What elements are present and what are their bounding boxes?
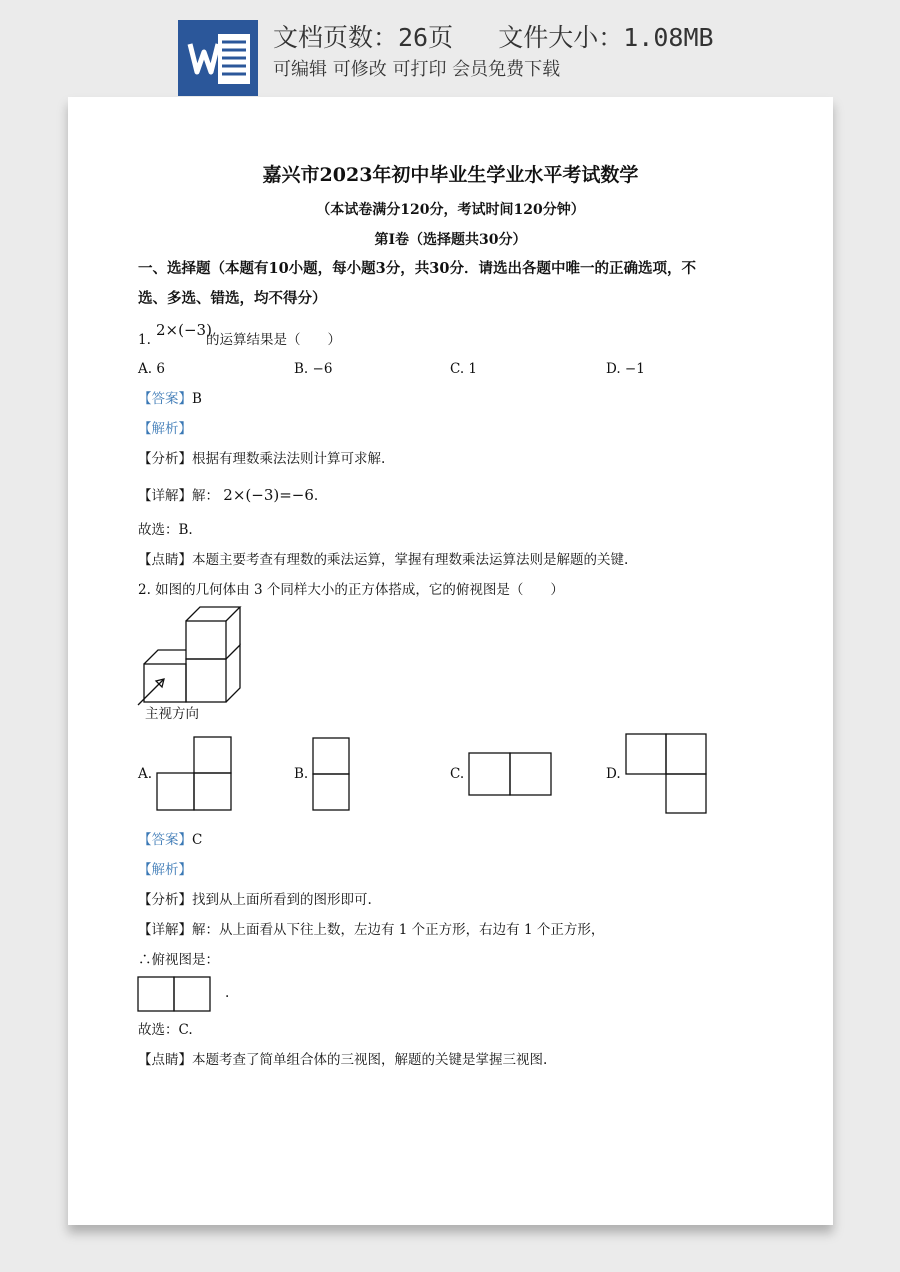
q1-expression: 2×(−3) <box>156 321 212 339</box>
q2-option-b-label: B. <box>294 766 309 782</box>
xiangjie-prefix: 解： <box>192 488 219 504</box>
q1-number: 1. <box>138 332 151 348</box>
exam-info: （本试卷满分120分，考试时间120分钟） <box>316 202 585 218</box>
dianjing-text: 本题主要考查有理数的乘法运算，掌握有理数乘法运算法则是解题的关键. <box>192 552 629 568</box>
q2-option-b-shape <box>312 737 352 813</box>
word-document-icon <box>178 20 258 96</box>
fenxi-text: 根据有理数乘法法则计算可求解. <box>192 451 386 467</box>
fenxi-tag: 【分析】 <box>138 451 192 467</box>
q1-option-a: A. 6 <box>138 361 165 377</box>
dianjing-tag: 【点睛】 <box>138 1052 192 1068</box>
page-title: 嘉兴市2023年初中毕业生学业水平考试数学 <box>262 164 639 186</box>
q2-option-a-shape <box>156 736 236 816</box>
answer-tag: 【答案】 <box>138 832 192 848</box>
answer-value: B <box>192 391 202 407</box>
document-page <box>68 97 833 1225</box>
direction-label: 主视方向 <box>145 706 199 722</box>
instructions-line-2: 选、多选、错选，均不得分） <box>138 290 327 307</box>
q2-dianjing <box>138 1054 547 1068</box>
xiangjie-tag: 【详解】 <box>138 488 192 504</box>
xiangjie-tag: 【详解】 <box>138 922 192 938</box>
answer-value: C <box>192 832 203 848</box>
q1-xiangjie <box>138 488 318 504</box>
q2-top-view-label: ∴俯视图是： <box>138 952 219 968</box>
section-heading: 第Ⅰ卷（选择题共30分） <box>374 232 527 248</box>
q2-conclusion: 故选：C. <box>138 1022 193 1038</box>
q1-fenxi <box>138 453 385 467</box>
q1-option-c: C. 1 <box>450 361 478 377</box>
q1-analysis-tag: 【解析】 <box>138 421 192 437</box>
fenxi-text: 找到从上面所看到的图形即可. <box>192 892 372 908</box>
q2-xiangjie <box>138 924 604 938</box>
fenxi-tag: 【分析】 <box>138 892 192 908</box>
download-banner <box>0 0 900 96</box>
answer-tag: 【答案】 <box>138 391 192 407</box>
q1-text: 的运算结果是（ ） <box>206 332 341 348</box>
dianjing-tag: 【点睛】 <box>138 552 192 568</box>
q2-option-d-shape <box>625 733 709 815</box>
q1-option-d: D. −1 <box>606 361 645 377</box>
q1-option-b: B. −6 <box>294 361 333 377</box>
document-features: 可编辑 可修改 可打印 会员免费下载 <box>273 59 561 80</box>
q2-top-view-shape <box>137 976 211 1012</box>
q2-option-c-label: C. <box>450 766 465 782</box>
xiangjie-end: . <box>313 488 319 504</box>
q2-option-c-shape <box>468 752 552 796</box>
q2-period: . <box>225 985 230 1001</box>
q2-fenxi <box>138 894 372 908</box>
q2-analysis-tag: 【解析】 <box>138 862 192 878</box>
xiangjie-text: 解：从上面看从下往上数，左边有 1 个正方形，右边有 1 个正方形， <box>192 922 605 938</box>
q1-answer <box>138 393 202 407</box>
cube-stack-figure <box>138 605 258 705</box>
dianjing-text: 本题考查了简单组合体的三视图，解题的关键是掌握三视图. <box>192 1052 548 1068</box>
q1-conclusion: 故选：B. <box>138 522 193 538</box>
q2-option-a-label: A. <box>138 766 153 782</box>
q2-answer <box>138 834 202 848</box>
q2-text: 2. 如图的几何体由 3 个同样大小的正方体搭成，它的俯视图是（ ） <box>138 582 564 598</box>
document-stats: 文档页数：26页 文件大小：1.08MB <box>273 23 714 52</box>
xiangjie-expression: 2×(−3)=−6 <box>223 486 314 504</box>
q2-option-d-label: D. <box>606 766 621 782</box>
q1-dianjing <box>138 554 628 568</box>
instructions-line-1: 一、选择题（本题有10小题，每小题3分，共30分．请选出各题中唯一的正确选项，不 <box>138 260 696 277</box>
